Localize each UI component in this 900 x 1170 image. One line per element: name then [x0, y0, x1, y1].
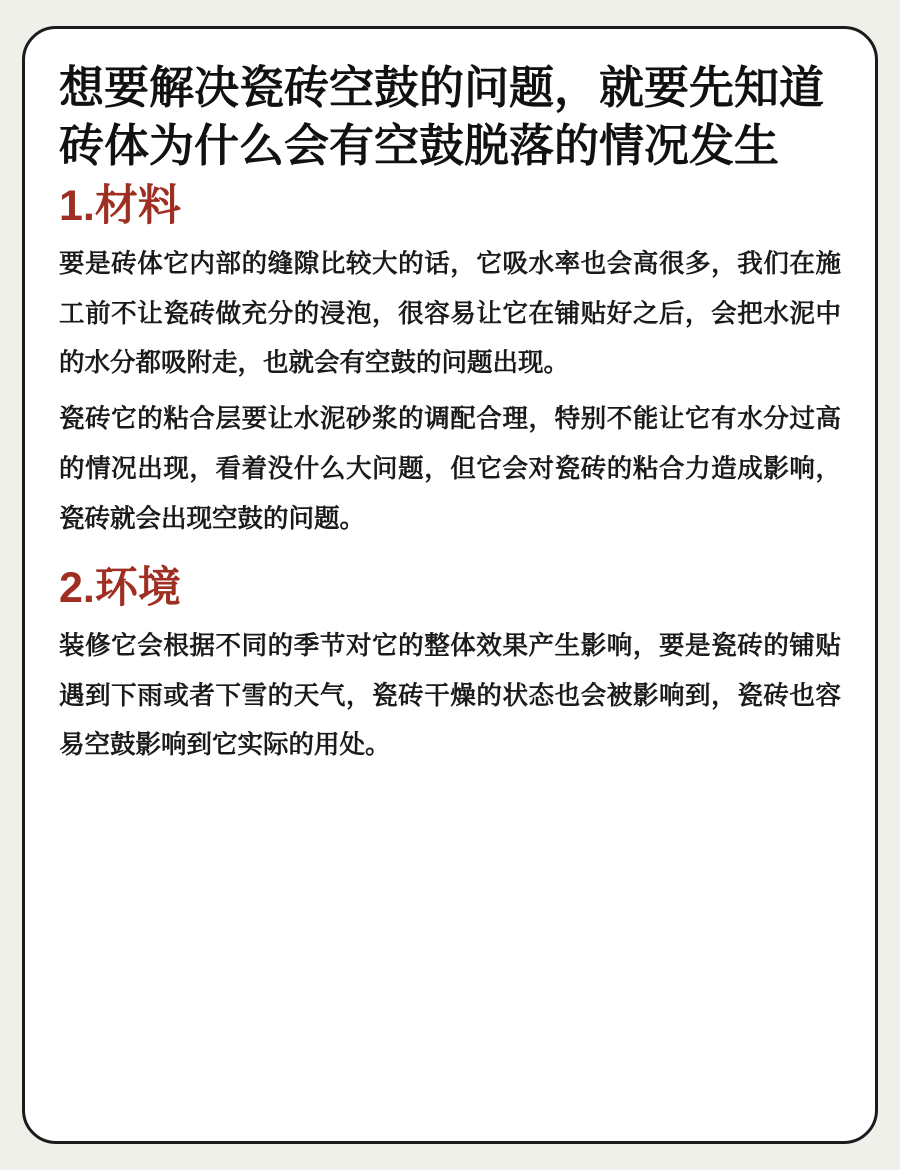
- section-1-paragraph-2: 瓷砖它的粘合层要让水泥砂浆的调配合理，特别不能让它有水分过高的情况出现，看着没什么大问题，但它会对瓷砖的粘合力造成影响，瓷砖就会出现空鼓的问题。: [59, 405, 841, 533]
- section-2-paragraph-1: 装修它会根据不同的季节对它的整体效果产生影响，要是瓷砖的铺贴遇到下雨或者下雪的天气，瓷砖干燥的状态也会被影响到，瓷砖也容易空鼓影响到它实际的用处。: [59, 632, 841, 760]
- article-card: [22, 26, 878, 1144]
- page-title: 想要解决瓷砖空鼓的问题，就要先知道砖体为什么会有空鼓脱落的情况发生: [59, 62, 825, 171]
- section-heading-2: 2.环境: [59, 564, 181, 613]
- section-1-paragraph-1: 要是砖体它内部的缝隙比较大的话，它吸水率也会高很多，我们在施工前不让瓷砖做充分的浸泡，很容易让它在铺贴好之后，会把水泥中的水分都吸附走，也就会有空鼓的问题出现。: [59, 249, 841, 378]
- section-heading-1: 1.材料: [59, 182, 181, 231]
- section-spacer: [59, 546, 841, 556]
- article-content: [25, 29, 875, 793]
